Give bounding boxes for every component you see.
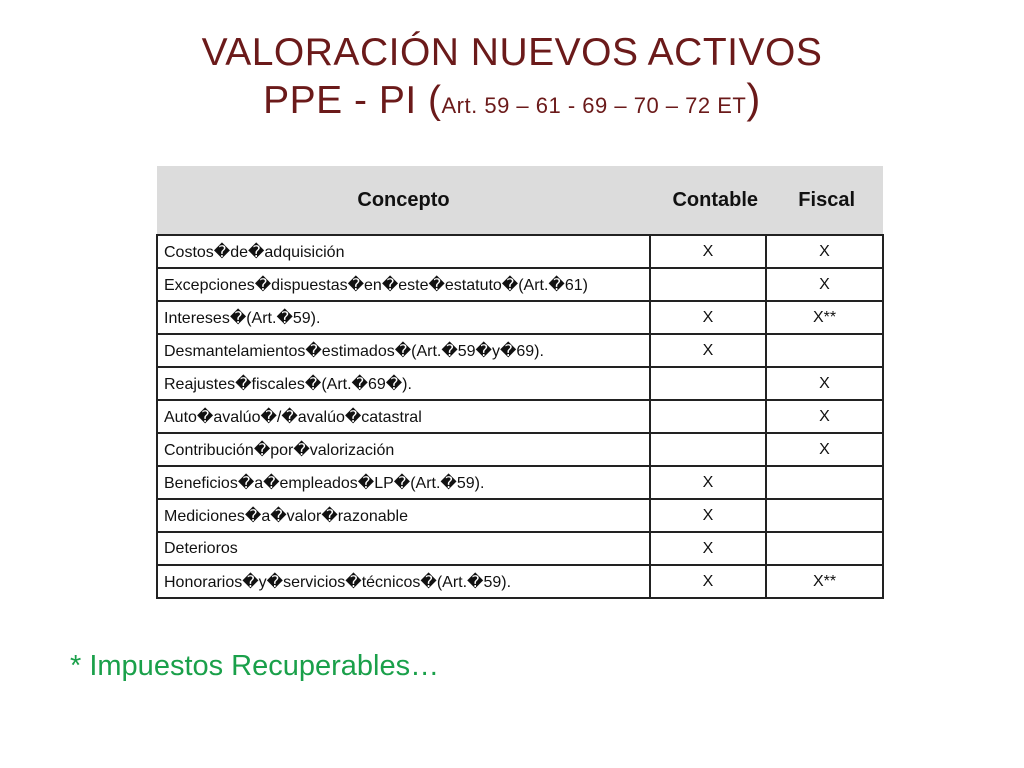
table-row bbox=[157, 565, 883, 598]
table-row bbox=[157, 400, 883, 433]
title-line-2-main: PPE - PI ( bbox=[263, 79, 442, 122]
cell-contable: X bbox=[650, 565, 766, 598]
cell-fiscal: X bbox=[766, 367, 883, 400]
footnote-recoverable-taxes: * Impuestos Recuperables… bbox=[70, 650, 440, 682]
cell-concept: Mediciones�a�valor�razonable bbox=[157, 499, 650, 532]
cell-fiscal: X bbox=[766, 433, 883, 466]
cell-contable: X bbox=[650, 235, 766, 268]
cell-contable: X bbox=[650, 499, 766, 532]
table-row bbox=[157, 532, 883, 565]
cell-contable: X bbox=[650, 466, 766, 499]
cell-fiscal bbox=[766, 499, 883, 532]
cell-fiscal: X bbox=[766, 268, 883, 301]
slide-title bbox=[0, 30, 1024, 129]
cell-concept: Auto�avalúo�/�avalúo�catastral bbox=[157, 400, 650, 433]
valuation-table bbox=[156, 166, 884, 599]
table-row bbox=[157, 301, 883, 334]
cell-fiscal: X bbox=[766, 400, 883, 433]
cell-fiscal bbox=[766, 532, 883, 565]
cell-concept: Costos�de�adquisición bbox=[157, 235, 650, 268]
cell-contable: X bbox=[650, 301, 766, 334]
title-close-paren: ) bbox=[746, 75, 761, 122]
cell-fiscal: X bbox=[766, 235, 883, 268]
cell-contable bbox=[650, 433, 766, 466]
table-row bbox=[157, 268, 883, 301]
title-line-2 bbox=[0, 76, 1024, 129]
cell-fiscal bbox=[766, 466, 883, 499]
cell-contable bbox=[650, 268, 766, 301]
cell-concept: Desmantelamientos�estimados�(Art.�59�y�69). bbox=[157, 334, 650, 367]
cell-contable: X bbox=[650, 334, 766, 367]
cell-fiscal bbox=[766, 334, 883, 367]
cell-concept: Deterioros bbox=[157, 532, 650, 565]
table-row bbox=[157, 235, 883, 268]
header-fiscal: Fiscal bbox=[766, 166, 883, 235]
cell-concept: Reajustes�fiscales�(Art.�69�). bbox=[157, 367, 650, 400]
title-line-1: VALORACIÓN NUEVOS ACTIVOS bbox=[201, 31, 823, 74]
table-row bbox=[157, 367, 883, 400]
table-row bbox=[157, 334, 883, 367]
cell-concept: Beneficios�a�empleados�LP�(Art.�59). bbox=[157, 466, 650, 499]
title-article-ref: Art. 59 – 61 - 69 – 70 – 72 ET bbox=[441, 93, 747, 118]
header-contable: Contable bbox=[650, 166, 766, 235]
table-row bbox=[157, 499, 883, 532]
cell-concept: Excepciones�dispuestas�en�este�estatuto�(Art.�61) bbox=[157, 268, 650, 301]
cell-concept: Intereses�(Art.�59). bbox=[157, 301, 650, 334]
cell-concept: Honorarios�y�servicios�técnicos�(Art.�59). bbox=[157, 565, 650, 598]
header-concept: Concepto bbox=[157, 166, 650, 235]
cell-fiscal: X** bbox=[766, 565, 883, 598]
cell-contable: X bbox=[650, 532, 766, 565]
table-row bbox=[157, 466, 883, 499]
table-header-row bbox=[157, 166, 883, 235]
cell-concept: Contribución�por�valorización bbox=[157, 433, 650, 466]
table-row bbox=[157, 433, 883, 466]
cell-fiscal: X** bbox=[766, 301, 883, 334]
cell-contable bbox=[650, 400, 766, 433]
cell-contable bbox=[650, 367, 766, 400]
